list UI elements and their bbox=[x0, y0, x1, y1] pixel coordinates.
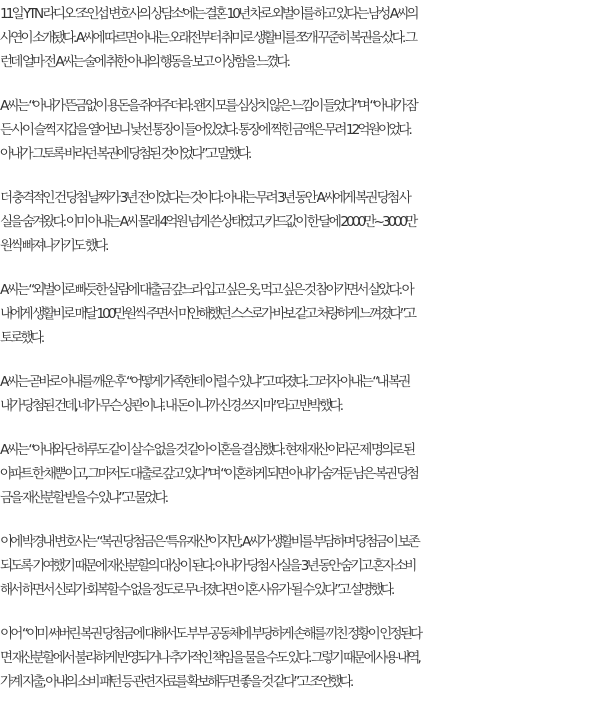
text-line: 되도록 기여했기 때문에 재산분할의 대상이 된다. 아내가 당첨 사실을 3년 동안 숨기고 혼자 소비 bbox=[0, 558, 415, 574]
text-line: A씨는 “아내가 뜬금없이 용돈을 쥐여주더라. 왠지 모를 심상치 않은 느낌이 들었다”며 “아내가 잠 bbox=[0, 98, 416, 114]
text-line: 이어 “이미 써버린 복권 당첨금에 대해서도 부부 공동체에 부당하게 손해를 끼친 정황이 인정된다 bbox=[0, 626, 421, 642]
paragraph-4 bbox=[0, 278, 600, 350]
paragraph-6 bbox=[0, 438, 600, 510]
text-line: 이에 박경내 변호사는 “복권 당첨금은 ‘특유재산’이지만, A씨가 생활비를 부담하며 당첨금이 보존 bbox=[0, 534, 418, 550]
text-line: A씨는 곧바로 아내를 깨운 후 “어떻게 가족한테 이럴 수 있냐”고 따졌다. 그러자 아내는 “내 복권 bbox=[0, 374, 409, 390]
text-line: 사연이 소개됐다. A씨에 따르면 아내는 오래전부터 취미로 생활비를 쪼개 꾸준히 복권을 샀다. 그 bbox=[0, 30, 416, 46]
paragraph-2 bbox=[0, 94, 600, 166]
text-line: 아파트 한 채뿐이고, 그마저도 대출로 갚고 있다”며 “이혼하게 되면 아내가 숨겨둔 남은 복권 당첨 bbox=[0, 466, 417, 482]
text-line: 든 사이 슬쩍 지갑을 열어보니 낯선 통장이 들어있었다. 통장에 찍힌 금액은 무려 12억원이었다. bbox=[0, 122, 410, 138]
text-line: A씨는 “외벌이로 빠듯한 살림에 대출금 갚느라 입고 싶은 옷, 먹고 싶은 것 참아가면서 살았다. 아 bbox=[0, 282, 412, 298]
text-line: 원씩 빠져나가기도 했다. bbox=[0, 238, 107, 254]
paragraph-1 bbox=[0, 2, 600, 74]
text-line: 아내가 그토록 바라던 복권에 당첨된 것이었다”고 말했다. bbox=[0, 146, 250, 162]
text-line: 11일 YTN 라디오 ‘조인섭 변호사의 상담소’에는 결혼 10년 차로 외벌이를 하고 있다는 남성 A씨의 bbox=[0, 6, 417, 22]
text-line: 실을 숨겨왔다. 이미 아내는 A씨 몰래 4억원 넘게 쓴 상태였고, 카드값이 한 달에 2000만~3000만 bbox=[0, 214, 416, 230]
paragraph-5 bbox=[0, 370, 600, 418]
text-line: 런데 얼마 전 A씨는 술에 취한 아내의 행동을 보고 이상함을 느꼈다. bbox=[0, 54, 289, 70]
text-line: 면 재산분할에서 불리하게 반영되거나 추가적인 책임을 물을 수도 있다. 그렇기 때문에 사용 내역, bbox=[0, 650, 419, 666]
text-line: 토로했다. bbox=[0, 330, 43, 346]
paragraph-8 bbox=[0, 622, 600, 694]
text-line: 내가 당첨된 건데, 네가 무슨 상관이냐. 내 돈이니까 신경 쓰지 마”라고 반박했다. bbox=[0, 398, 342, 414]
text-line: 금을 재산분할 받을 수 있냐”고 물었다. bbox=[0, 490, 167, 506]
text-line: 내에게 생활비로 매달 100만원씩 주면서 미안해했던 스스로가 바보 같고 처량하게 느껴졌다”고 bbox=[0, 306, 415, 322]
text-line: A씨는 “아내와 단 하루도 같이 살 수 없을 것 같아 이혼을 결심했다. 현재 재산이라곤 제 명의로 된 bbox=[0, 442, 414, 458]
paragraph-7 bbox=[0, 530, 600, 602]
text-line: 해서 하면서 신뢰가 회복할 수 없을 정도로 무너졌다면 이혼 사유가 될 수 있다”고 설명했다. bbox=[0, 582, 393, 598]
paragraph-3 bbox=[0, 186, 600, 258]
text-line: 더 충격적인 건 당첨 날짜가 3년 전이었다는 것이다. 아내는 무려 3년 동안 A씨에게 복권 당첨 사 bbox=[0, 190, 409, 206]
text-line: 가계 지출, 아내의 소비 패턴 등 관련 자료를 확보해두면 좋을 것 같다”고 조언했다. bbox=[0, 674, 352, 690]
